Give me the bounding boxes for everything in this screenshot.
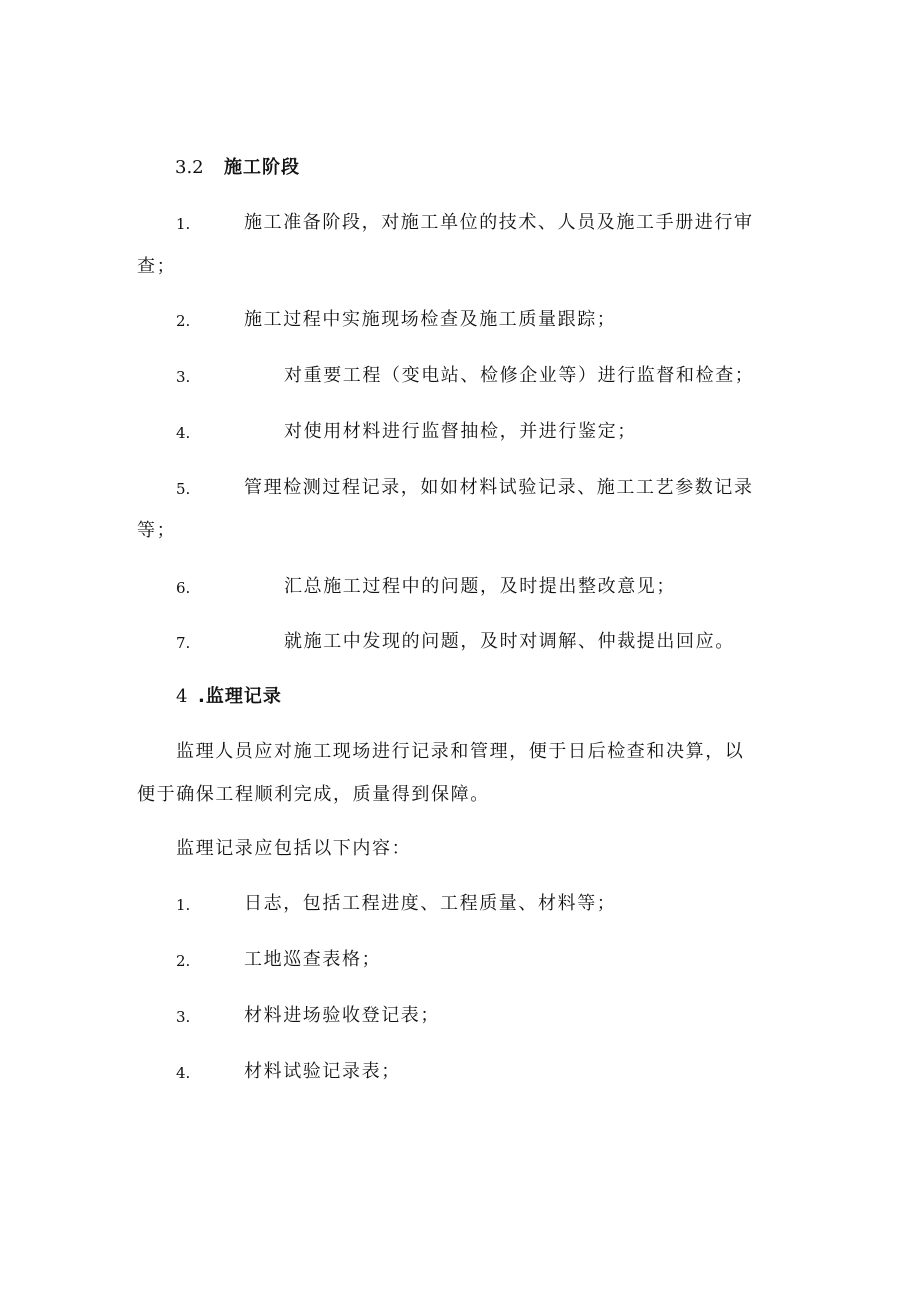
section-title: 施工阶段	[224, 157, 300, 178]
list-item-text-continued: 等；	[137, 520, 177, 541]
section-title: .监理记录	[198, 686, 282, 707]
paragraph-text-continued: 便于确保工程顺利完成，质量得到保障。	[137, 784, 490, 805]
list-item-text: 施工准备阶段，对施工单位的技术、人员及施工手册进行审	[244, 212, 754, 233]
list-item-number: 2.	[176, 952, 191, 970]
list-item-number: 2.	[176, 312, 191, 330]
section-number: 4	[176, 686, 188, 707]
list-item-text: 工地巡查表格；	[244, 949, 382, 970]
section-number: 3.2	[175, 157, 204, 178]
list-item-number: 3.	[176, 368, 191, 386]
list-item-text: 汇总施工过程中的问题，及时提出整改意见；	[284, 576, 676, 597]
list-item-text: 管理检测过程记录，如如材料试验记录、施工工艺参数记录	[244, 477, 754, 498]
list-item-number: 7.	[176, 634, 191, 652]
list-item-text: 施工过程中实施现场检查及施工质量跟踪；	[244, 309, 617, 330]
list-item-text: 对使用材料进行监督抽检，并进行鉴定；	[284, 421, 637, 442]
list-item-text: 材料进场验收登记表；	[244, 1005, 440, 1026]
paragraph-text: 监理记录应包括以下内容：	[176, 838, 412, 859]
list-item-text: 对重要工程（变电站、检修企业等）进行监督和检查；	[284, 365, 755, 386]
paragraph-text: 监理人员应对施工现场进行记录和管理，便于日后检查和决算，以	[176, 741, 745, 762]
list-item-number: 3.	[176, 1008, 191, 1026]
list-item-text: 日志，包括工程进度、工程质量、材料等；	[244, 893, 617, 914]
list-item-text: 就施工中发现的问题，及时对调解、仲裁提出回应。	[284, 631, 735, 652]
list-item-number: 1.	[176, 215, 191, 233]
list-item-number: 4.	[176, 1064, 191, 1082]
list-item-number: 1.	[176, 896, 191, 914]
list-item-text: 材料试验记录表；	[244, 1061, 401, 1082]
list-item-number: 5.	[176, 480, 191, 498]
list-item-number: 6.	[176, 579, 191, 597]
list-item-text-continued: 查；	[137, 256, 177, 277]
list-item-number: 4.	[176, 424, 191, 442]
